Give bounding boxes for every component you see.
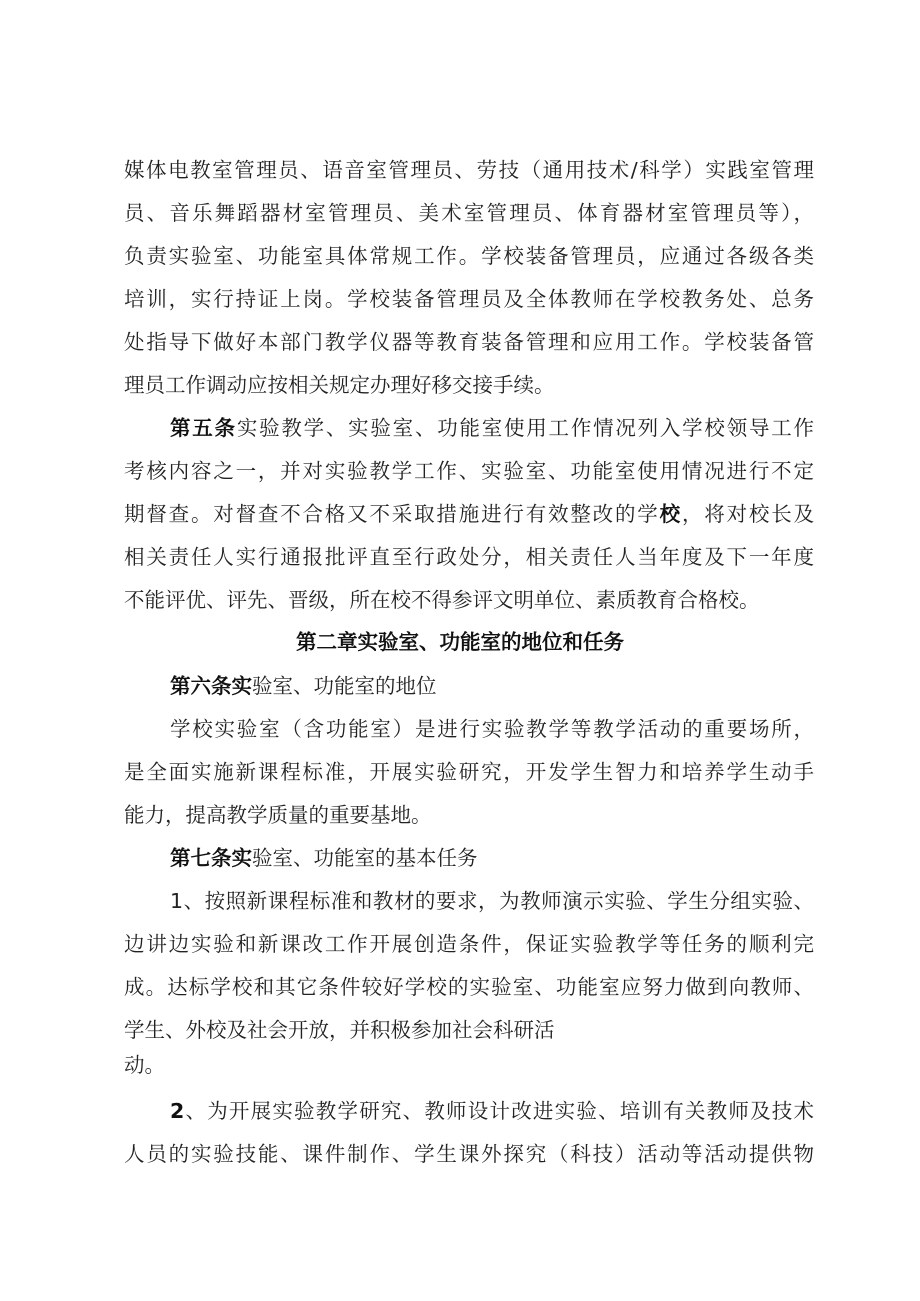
paragraph-line: 不能评优、评先、晋级，所在校不得参评文明单位、素质教育合格校。: [124, 588, 760, 612]
paragraph-line: 媒体电教室管理员、语音室管理员、劳技（通用技术/科学）实践室管理: [124, 158, 814, 182]
paragraph-line: [124, 494, 814, 534]
article-6-text: 验室、功能室的地位: [252, 674, 437, 698]
paragraph-line: 相关责任人实行通报批评直至行政处分，相关责任人当年度及下一年度: [124, 545, 814, 569]
paragraph-line: 人员的实验技能、课件制作、学生课外探究（科技）活动等活动提供物: [124, 1142, 814, 1166]
paragraph-line: 是全面实施新课程标准，开展实验研究，开发学生智力和培养学生动手: [124, 760, 814, 784]
paragraph-line: 动。: [124, 1053, 165, 1077]
article-5-text: 实验教学、实验室、功能室使用工作情况列入学校领导工作: [236, 416, 814, 440]
article-6-line: [170, 666, 814, 706]
paragraph-line: 学校实验室（含功能室）是进行实验教学等教学活动的重要场所，: [170, 717, 814, 741]
line-text-a: 期督查。对督查不合格又不采取措施进行有效整改的学: [124, 502, 660, 526]
paragraph-line: 理员工作调动应按相关规定办理好移交接手续。: [124, 373, 555, 397]
list-item-2-number: 2: [170, 1099, 185, 1123]
list-item-2-text: 、为开展实验教学研究、教师设计改进实验、培训有关教师及技术: [184, 1099, 814, 1123]
paragraph-line: 培训，实行持证上岗。学校装备管理员及全体教师在学校教务处、总务: [124, 287, 814, 311]
paragraph-line: 负责实验室、功能室具体常规工作。学校装备管理员，应通过各级各类: [124, 244, 814, 268]
line-text-b: ，将对校长及: [681, 502, 814, 526]
chapter-heading: 第二章实验室、功能室的地位和任务: [296, 631, 624, 654]
paragraph-line: 能力，提高教学质量的重要基地。: [124, 803, 432, 827]
list-item-1-line: 1、按照新课程标准和教材的要求，为教师演示实验、学生分组实验、: [170, 889, 814, 913]
article-5-label: 第五条: [170, 416, 237, 440]
list-item-2-line: [170, 1091, 814, 1131]
paragraph-line: 考核内容之一，并对实验教学工作、实验室、功能室使用情况进行不定: [124, 459, 814, 483]
paragraph-line: 处指导下做好本部门教学仪器等教育装备管理和应用工作。学校装备管: [124, 330, 814, 354]
bold-char: 校: [659, 502, 682, 526]
article-5-line: [170, 408, 814, 448]
article-7-label: 第七条实: [170, 846, 252, 870]
paragraph-line: 员、音乐舞蹈器材室管理员、美术室管理员、体育器材室管理员等），: [124, 201, 814, 225]
article-7-text: 验室、功能室的基本任务: [252, 846, 478, 870]
paragraph-line: 学生、外校及社会开放，并积极参加社会科研活: [124, 1018, 555, 1042]
article-6-label: 第六条实: [170, 674, 252, 698]
article-7-line: [170, 838, 814, 878]
paragraph-line: 成。达标学校和其它条件较好学校的实验室、功能室应努力做到向教师、: [124, 975, 814, 999]
paragraph-line: 边讲边实验和新课改工作开展创造条件，保证实验教学等任务的顺利完: [124, 932, 814, 956]
